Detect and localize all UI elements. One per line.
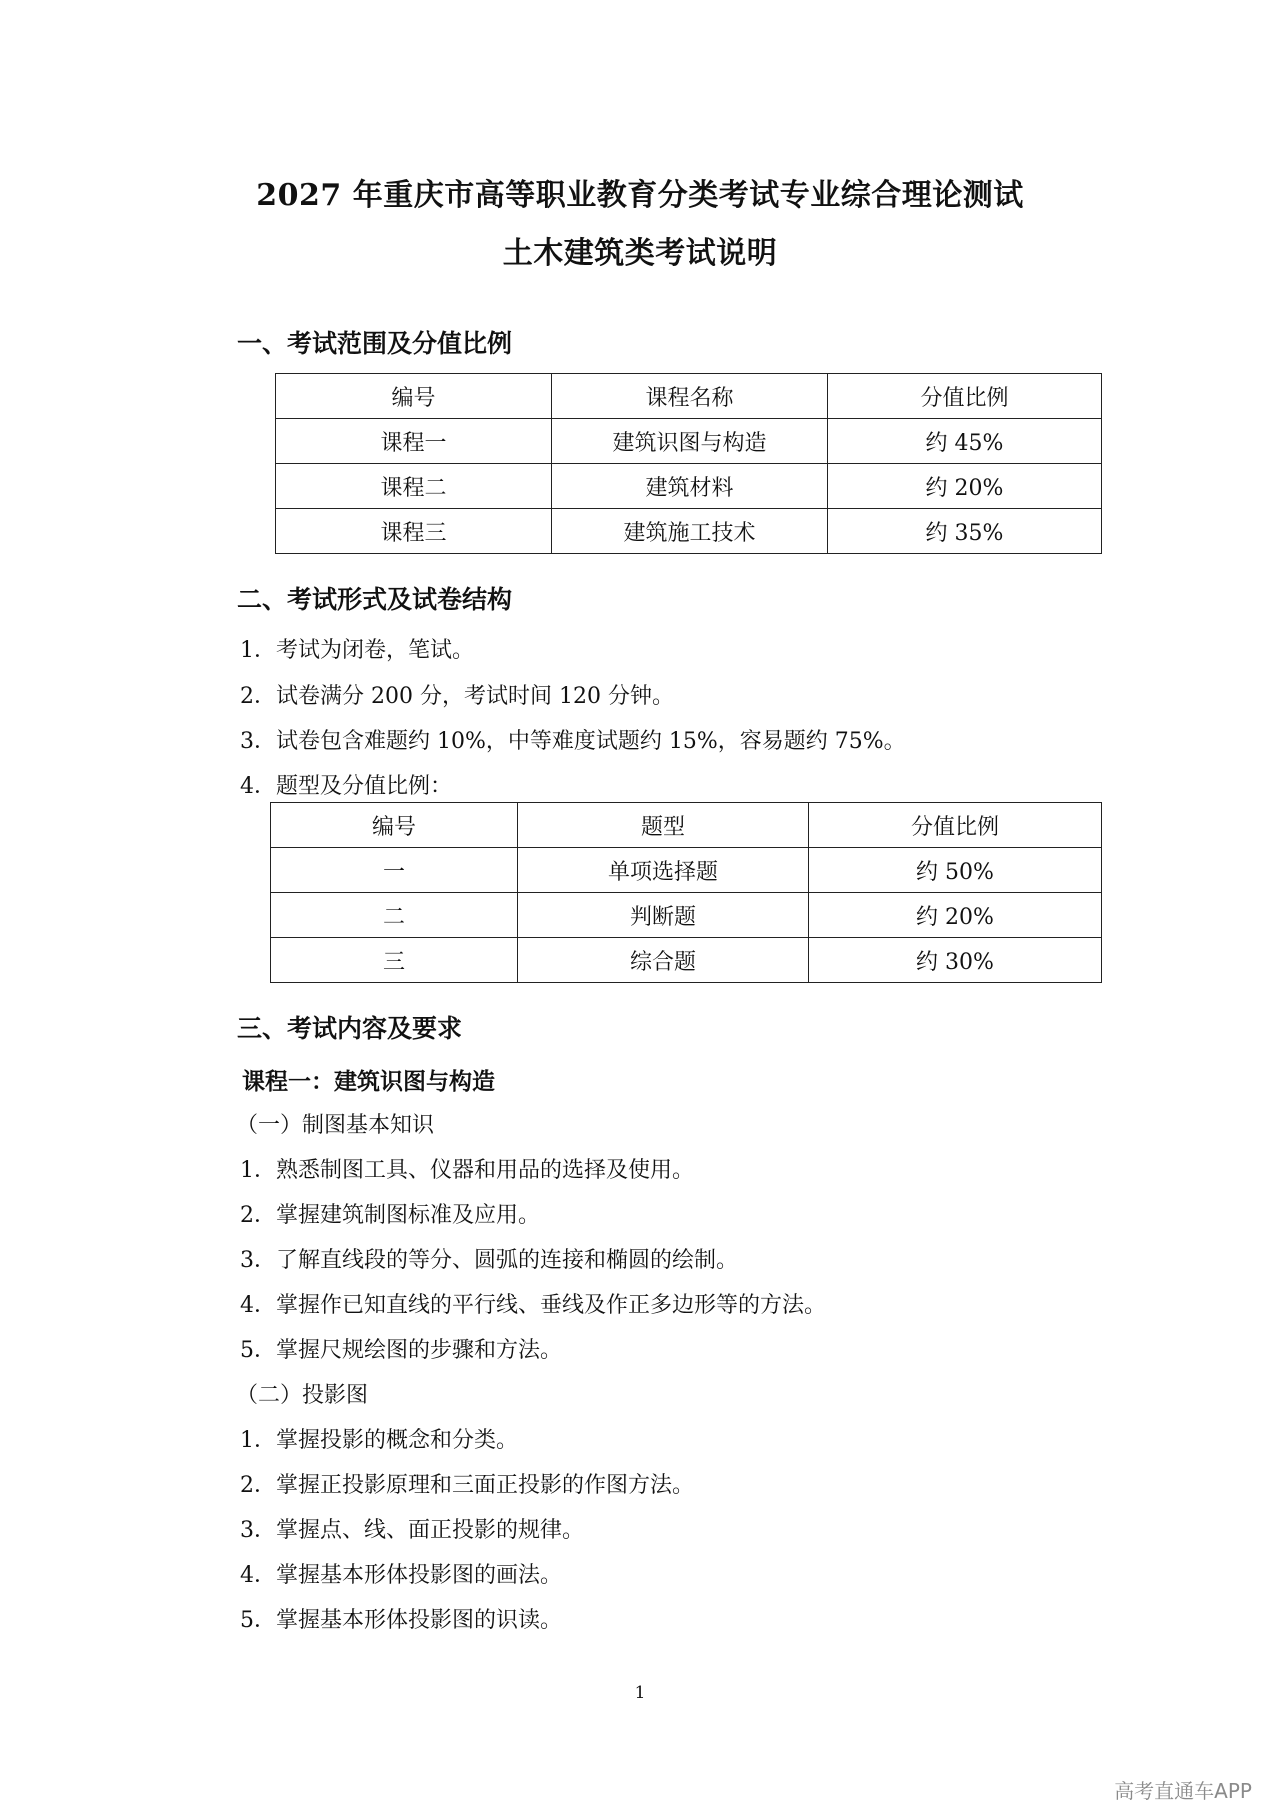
list-item: 2．掌握建筑制图标准及应用。: [240, 1203, 540, 1228]
table-header-cell: 分值比例: [809, 803, 1102, 848]
table-cell: 约 20%: [809, 893, 1102, 938]
table-cell: 课程一: [276, 419, 552, 464]
table-header-cell: 题型: [518, 803, 809, 848]
list-item: 4．题型及分值比例：: [240, 774, 452, 799]
course-heading: 课程一：建筑识图与构造: [242, 1068, 495, 1095]
course-score-table: [275, 373, 1102, 554]
table-header-cell: 课程名称: [552, 374, 828, 419]
list-item: 3．了解直线段的等分、圆弧的连接和椭圆的绘制。: [240, 1248, 738, 1273]
list-item: 3．试卷包含难题约 10%，中等难度试题约 15%，容易题约 75%。: [240, 729, 906, 754]
table-cell: 课程二: [276, 464, 552, 509]
list-item: 4．掌握作已知直线的平行线、垂线及作正多边形等的方法。: [240, 1293, 826, 1318]
table-row: [276, 419, 1102, 464]
table-cell: 一: [271, 848, 518, 893]
table-cell: 约 20%: [828, 464, 1102, 509]
table-cell: 约 35%: [828, 509, 1102, 554]
section1-heading: 一、考试范围及分值比例: [237, 329, 513, 358]
list-item: 1．掌握投影的概念和分类。: [240, 1428, 518, 1453]
table-cell: 单项选择题: [518, 848, 809, 893]
subsection-title: （二）投影图: [236, 1383, 369, 1408]
section2-heading: 二、考试形式及试卷结构: [237, 585, 513, 614]
document-title-line2: 土木建筑类考试说明: [502, 236, 778, 271]
table-cell: 综合题: [518, 938, 809, 983]
list-item: 5．掌握基本形体投影图的识读。: [240, 1608, 562, 1633]
table-row: [271, 893, 1102, 938]
table-row: [271, 848, 1102, 893]
document-title-line1: 2027 年重庆市高等职业教育分类考试专业综合理论测试: [256, 178, 1024, 213]
table-cell: 约 45%: [828, 419, 1102, 464]
table-cell: 三: [271, 938, 518, 983]
table-cell: 约 30%: [809, 938, 1102, 983]
list-item: 2．试卷满分 200 分，考试时间 120 分钟。: [240, 684, 674, 709]
table-cell: 建筑识图与构造: [552, 419, 828, 464]
table-header-cell: 编号: [276, 374, 552, 419]
watermark: 高考直通车APP: [1114, 1779, 1252, 1803]
list-item: 4．掌握基本形体投影图的画法。: [240, 1563, 562, 1588]
table-cell: 建筑材料: [552, 464, 828, 509]
page-number: 1: [634, 1683, 646, 1703]
list-item: 1．熟悉制图工具、仪器和用品的选择及使用。: [240, 1158, 694, 1183]
table-header-row: [276, 374, 1102, 419]
table-cell: 二: [271, 893, 518, 938]
table-cell: 建筑施工技术: [552, 509, 828, 554]
list-item: 2．掌握正投影原理和三面正投影的作图方法。: [240, 1473, 694, 1498]
question-type-table: [270, 802, 1102, 983]
table-cell: 约 50%: [809, 848, 1102, 893]
table-header-cell: 编号: [271, 803, 518, 848]
section3-heading: 三、考试内容及要求: [237, 1014, 463, 1043]
table-row: [276, 509, 1102, 554]
list-item: 3．掌握点、线、面正投影的规律。: [240, 1518, 584, 1543]
table-cell: 判断题: [518, 893, 809, 938]
table-row: [271, 938, 1102, 983]
table-cell: 课程三: [276, 509, 552, 554]
table-header-cell: 分值比例: [828, 374, 1102, 419]
list-item: 1．考试为闭卷，笔试。: [240, 638, 474, 663]
table-header-row: [271, 803, 1102, 848]
table-row: [276, 464, 1102, 509]
subsection-title: （一）制图基本知识: [236, 1113, 435, 1138]
list-item: 5．掌握尺规绘图的步骤和方法。: [240, 1338, 562, 1363]
